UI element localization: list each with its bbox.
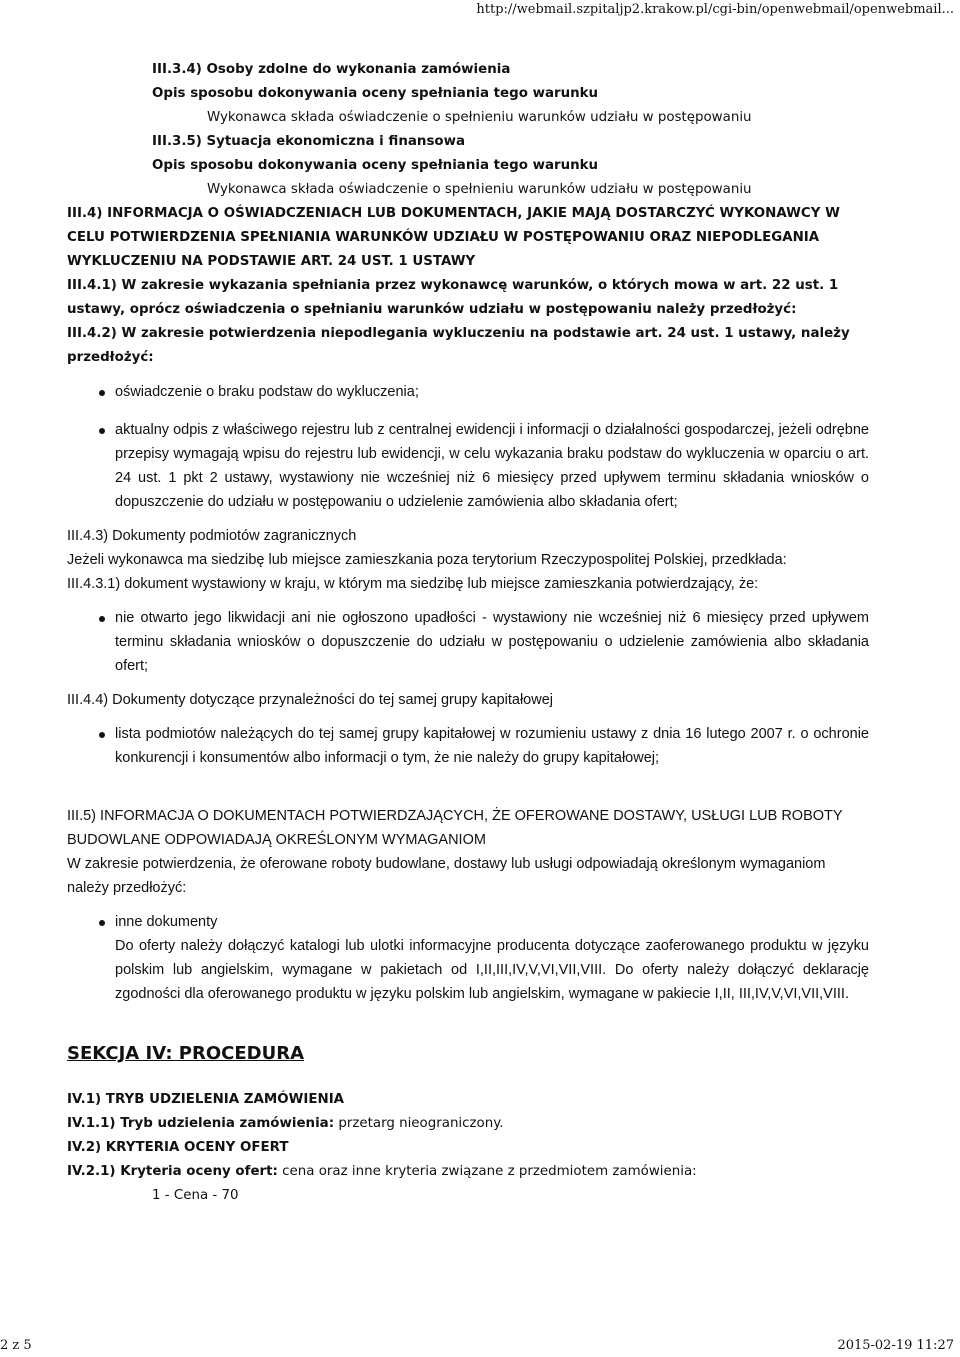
footer-page-number: 2 z 5 [0, 1338, 32, 1353]
bullet-icon [99, 390, 105, 396]
subsection-iii-4-1: III.4.1) W zakresie wykazania spełniania przez wykonawcę warunków, o których mowa w art. 22 ust. 1 ustawy, oprócz oświadczenia o spełnianiu warunków udziału w postępowaniu należy przedłożyć: [67, 278, 839, 317]
header-url: http://webmail.szpitaljp2.krakow.pl/cgi-bin/openwebmail/openwebmail... [476, 2, 954, 17]
list-item-text: nie otwarto jego likwidacji ani nie ogłoszono upadłości - wystawiony nie wcześniej niż 6 miesięcy przed upływem terminu składania wniosków o dopuszczenie do udziału w postępowaniu o udzielenie zamówienia albo składania ofert; [115, 610, 869, 674]
list-iii-4-2 [67, 380, 869, 514]
subsection-iii-4-3-title: III.4.3) Dokumenty podmiotów zagranicznych [67, 528, 357, 544]
bullet-icon [99, 616, 105, 622]
subsection-iii-4-2: III.4.2) W zakresie potwierdzenia niepodlegania wykluczeniu na podstawie art. 24 ust. 1 ustawy, należy przedłożyć: [67, 326, 850, 365]
footer-datetime: 2015-02-19 11:27 [837, 1338, 954, 1353]
list-item-label: inne dokumenty [115, 914, 218, 930]
section-text: Wykonawca składa oświadczenie o spełnieniu warunków udziału w postępowaniu [207, 182, 752, 197]
tryb-title: IV.1) TRYB UDZIELENIA ZAMÓWIENIA [67, 1092, 345, 1107]
tryb-row [67, 1112, 869, 1136]
kryt-label: IV.2.1) Kryteria oceny ofert: [67, 1164, 278, 1179]
section-iii-5-title: III.5) INFORMACJA O DOKUMENTACH POTWIERDZAJĄCYCH, ŻE OFEROWANE DOSTAWY, USŁUGI LUB ROBOTY BUDOWLANE ODPOWIADAJĄ OKREŚLONYM WYMAGANIOM [67, 808, 843, 848]
list-iii-5 [67, 910, 869, 1006]
section-iii-3-4 [67, 58, 869, 130]
list-item-text: oświadczenie o braku podstaw do wykluczenia; [115, 384, 419, 400]
list-item [67, 606, 869, 678]
section-text: Wykonawca składa oświadczenie o spełnieniu warunków udziału w postępowaniu [207, 110, 752, 125]
list-item [67, 910, 869, 1006]
section-iii-5-text: W zakresie potwierdzenia, że oferowane roboty budowlane, dostawy lub usługi odpowiadają określonym wymaganiom należy przedłożyć: [67, 856, 826, 896]
section-iii-3-5 [67, 130, 869, 202]
list-item-detail: Do oferty należy dołączyć katalogi lub ulotki informacyjne producenta dotyczące zaoferowanego produktu w języku polskim lub angielskim, wymagane w pakietach od I,II,III,IV,V,VI,VII,VIII. Do oferty należy dołączyć deklarację zgodności dla oferowanego produktu w języku polskim lub angielskim, wymagane w pakiecie I,II, III,IV,V,VI,VII,VIII. [115, 938, 869, 1002]
kryt-title: IV.2) KRYTERIA OCENY OFERT [67, 1140, 289, 1155]
section-opis: Opis sposobu dokonywania oceny spełniania tego warunku [152, 86, 599, 101]
section-iv-title: SEKCJA IV: PROCEDURA [67, 1043, 304, 1064]
kryt-item: 1 - Cena - 70 [152, 1188, 239, 1203]
list-item-text: aktualny odpis z właściwego rejestru lub z centralnej ewidencji i informacji o działalności gospodarczej, jeżeli odrębne przepisy wymagają wpisu do rejestru lub ewidencji, w celu wykazania braku podstaw do wykluczenia w oparciu o art. 24 ust. 1 pkt 2 ustawy, wystawiony nie wcześniej niż 6 miesięcy przed upływem terminu składania wniosków o dopuszczenie do udziału w postępowaniu o udzielenie zamówienia albo składania ofert; [115, 422, 869, 510]
tryb-label: IV.1.1) Tryb udzielenia zamówienia: [67, 1116, 335, 1131]
subsection-iii-4-4-title: III.4.4) Dokumenty dotyczące przynależności do tej samej grupy kapitałowej [67, 692, 553, 708]
section-iii-4 [67, 202, 869, 370]
bullet-icon [99, 732, 105, 738]
list-iii-4-4 [67, 722, 869, 770]
list-item-text: lista podmiotów należących do tej samej grupy kapitałowej w rozumieniu ustawy z dnia 16 lutego 2007 r. o ochronie konkurencji i konsumentów albo informacji o tym, że nie należy do grupy kapitałowej; [115, 726, 869, 766]
tryb-value: przetarg nieograniczony. [338, 1116, 504, 1131]
subsection-iii-4-3-1: III.4.3.1) dokument wystawiony w kraju, w którym ma siedzibę lub miejsce zamieszkania potwierdzający, że: [67, 576, 759, 592]
list-item [67, 418, 869, 514]
bullet-icon [99, 428, 105, 434]
section-title: III.3.4) Osoby zdolne do wykonania zamówienia [152, 62, 511, 77]
subsection-iii-4-3-text: Jeżeli wykonawca ma siedzibę lub miejsce zamieszkania poza terytorium Rzeczypospolitej Polskiej, przedkłada: [67, 552, 787, 568]
kryt-value: cena oraz inne kryteria związane z przedmiotem zamówienia: [282, 1164, 697, 1179]
section-opis: Opis sposobu dokonywania oceny spełniania tego warunku [152, 158, 599, 173]
document-body [67, 58, 869, 1208]
bullet-icon [99, 920, 105, 926]
section-iv [67, 1088, 869, 1208]
section-title: III.3.5) Sytuacja ekonomiczna i finansowa [152, 134, 466, 149]
section-title: III.4) INFORMACJA O OŚWIADCZENIACH LUB DOKUMENTACH, JAKIE MAJĄ DOSTARCZYĆ WYKONAWCY W CELU POTWIERDZENIA SPEŁNIANIA WARUNKÓW UDZIAŁU W POSTĘPOWANIU ORAZ NIEPODLEGANIA WYKLUCZENIU NA PODSTAWIE ART. 24 UST. 1 USTAWY [67, 206, 840, 269]
list-item [67, 380, 869, 404]
list-iii-4-3-1 [67, 606, 869, 678]
kryt-row [67, 1160, 869, 1184]
list-item [67, 722, 869, 770]
